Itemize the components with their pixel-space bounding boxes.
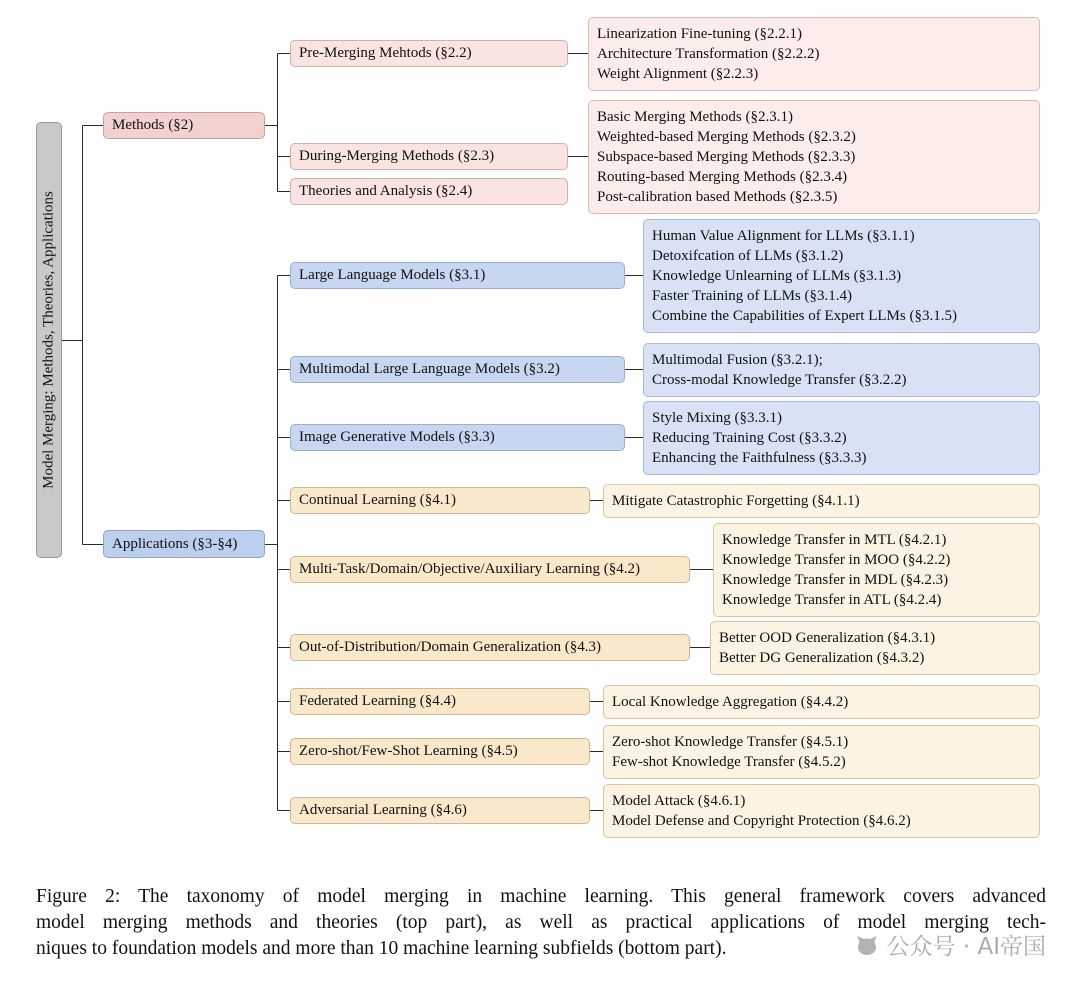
leaf-line: Detoxifcation of LLMs (§3.1.2) xyxy=(652,248,844,264)
node-multimodal-llm xyxy=(290,356,625,383)
leaf-line: Weight Alignment (§2.2.3) xyxy=(597,66,759,82)
node-pre-merging-label: Pre-Merging Mehtods (§2.2) xyxy=(299,45,472,61)
leaf-line: Multimodal Fusion (§3.2.1); xyxy=(652,352,823,368)
leaf-line: Knowledge Transfer in ATL (§4.2.4) xyxy=(722,592,942,608)
leaf-llm xyxy=(643,219,1040,333)
leaf-during-merging xyxy=(588,100,1040,214)
leaf-multimodal-llm xyxy=(643,343,1040,397)
leaf-line: Routing-based Merging Methods (§2.3.4) xyxy=(597,169,848,185)
root-label: Model Merging: Methods, Theories, Applications xyxy=(40,191,57,489)
node-ood-label: Out-of-Distribution/Domain Generalization (§4.3) xyxy=(299,639,602,655)
leaf-adversarial xyxy=(603,784,1040,838)
node-cl-label: Continual Learning (§4.1) xyxy=(299,492,457,508)
caption-line: model merging methods and theories (top part), as well as practical applications of model merging tech- xyxy=(36,912,1046,933)
leaf-line: Linearization Fine-tuning (§2.2.1) xyxy=(597,26,802,42)
leaf-line: Basic Merging Methods (§2.3.1) xyxy=(597,109,793,125)
leaf-line: Style Mixing (§3.3.1) xyxy=(652,410,782,426)
node-applications-label: Applications (§3-§4) xyxy=(112,535,238,552)
watermark-icon xyxy=(855,933,879,957)
leaf-line: Enhancing the Faithfulness (§3.3.3) xyxy=(652,450,867,466)
node-zs-label: Zero-shot/Few-Shot Learning (§4.5) xyxy=(299,743,518,759)
node-llm-label: Large Language Models (§3.1) xyxy=(299,267,486,283)
leaf-line: Knowledge Unlearning of LLMs (§3.1.3) xyxy=(652,268,902,284)
leaf-line: Faster Training of LLMs (§3.1.4) xyxy=(652,288,852,304)
node-mt-label: Multi-Task/Domain/Objective/Auxiliary Learning (§4.2) xyxy=(299,561,640,577)
node-al-label: Adversarial Learning (§4.6) xyxy=(299,802,467,818)
leaf-line: Model Attack (§4.6.1) xyxy=(612,793,746,809)
watermark-text: 公众号 · AI帝国 xyxy=(886,934,1046,960)
node-applications xyxy=(103,530,265,558)
node-federated-learning xyxy=(290,688,590,715)
node-during-merging-label: During-Merging Methods (§2.3) xyxy=(299,148,495,164)
leaf-line: Better OOD Generalization (§4.3.1) xyxy=(719,630,936,646)
leaf-line: Knowledge Transfer in MTL (§4.2.1) xyxy=(722,532,947,548)
leaf-line: Reducing Training Cost (§3.3.2) xyxy=(652,430,847,446)
leaf-line: Model Defense and Copyright Protection (§4.6.2) xyxy=(612,813,911,829)
node-ood-generalization xyxy=(290,634,690,661)
leaf-line: Local Knowledge Aggregation (§4.4.2) xyxy=(612,694,849,710)
leaf-line: Knowledge Transfer in MOO (§4.2.2) xyxy=(722,552,951,568)
leaf-ood-generalization xyxy=(710,621,1040,675)
leaf-line: Combine the Capabilities of Expert LLMs (§3.1.5) xyxy=(652,308,957,324)
watermark xyxy=(855,928,1046,961)
leaf-multi-task xyxy=(713,523,1040,617)
caption-line: Figure 2: The taxonomy of model merging in machine learning. This general framework covers advanced xyxy=(36,886,1046,907)
leaf-line: Cross-modal Knowledge Transfer (§3.2.2) xyxy=(652,372,907,388)
node-large-language-models xyxy=(290,262,625,289)
node-theories-analysis xyxy=(290,178,568,205)
node-methods xyxy=(103,112,265,139)
node-multi-task-learning xyxy=(290,556,690,583)
leaf-line: Post-calibration based Methods (§2.3.5) xyxy=(597,189,838,205)
leaf-federated-learning xyxy=(603,685,1040,719)
node-fl-label: Federated Learning (§4.4) xyxy=(299,693,457,709)
node-pre-merging-methods xyxy=(290,40,568,67)
node-during-merging-methods xyxy=(290,143,568,170)
caption-line: niques to foundation models and more than 10 machine learning subfields (bottom part). xyxy=(36,938,727,959)
leaf-line: Knowledge Transfer in MDL (§4.2.3) xyxy=(722,572,949,588)
node-image-generative-models xyxy=(290,424,625,451)
leaf-line: Human Value Alignment for LLMs (§3.1.1) xyxy=(652,228,915,244)
leaf-line: Weighted-based Merging Methods (§2.3.2) xyxy=(597,129,856,145)
node-adversarial-learning xyxy=(290,797,590,824)
leaf-line: Mitigate Catastrophic Forgetting (§4.1.1) xyxy=(612,493,860,509)
root-node xyxy=(36,122,62,558)
node-methods-label: Methods (§2) xyxy=(112,117,194,133)
leaf-continual-learning xyxy=(603,484,1040,518)
leaf-line: Better DG Generalization (§4.3.2) xyxy=(719,650,925,666)
node-zero-shot-learning xyxy=(290,738,590,765)
leaf-line: Few-shot Knowledge Transfer (§4.5.2) xyxy=(612,754,846,770)
leaf-zero-shot xyxy=(603,725,1040,779)
leaf-line: Subspace-based Merging Methods (§2.3.3) xyxy=(597,149,856,165)
node-theories-label: Theories and Analysis (§2.4) xyxy=(299,183,473,199)
leaf-image-generative xyxy=(643,401,1040,475)
leaf-line: Zero-shot Knowledge Transfer (§4.5.1) xyxy=(612,734,849,750)
node-igm-label: Image Generative Models (§3.3) xyxy=(299,429,495,445)
node-continual-learning xyxy=(290,487,590,514)
node-mllm-label: Multimodal Large Language Models (§3.2) xyxy=(299,361,560,377)
leaf-pre-merging xyxy=(588,17,1040,91)
leaf-line: Architecture Transformation (§2.2.2) xyxy=(597,46,820,62)
